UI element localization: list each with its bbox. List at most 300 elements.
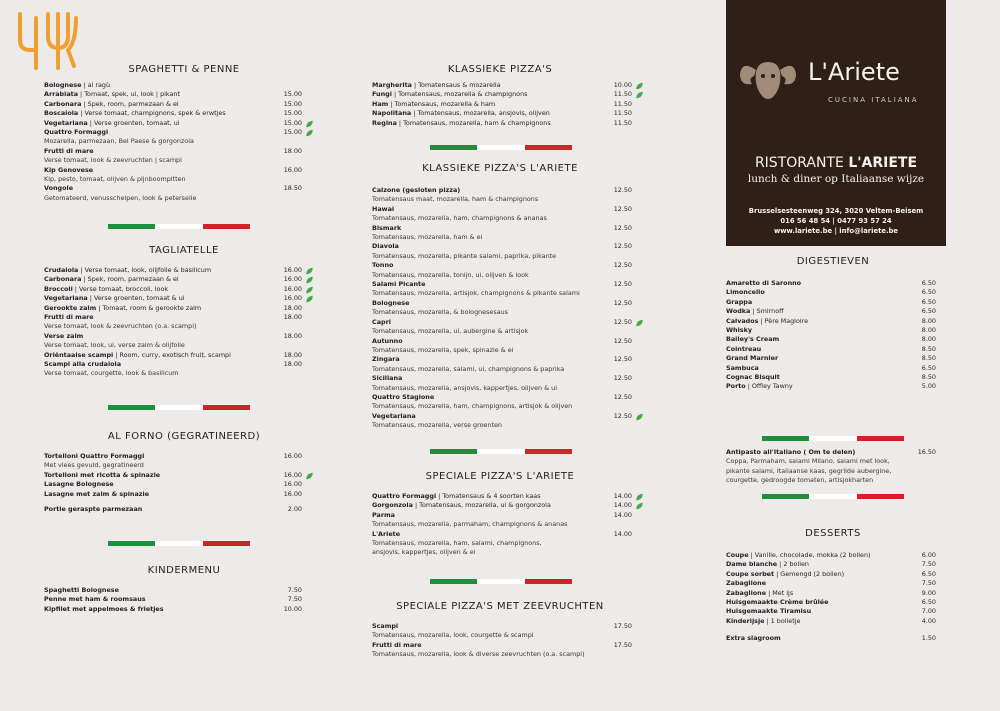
item-name: Siciliana <box>372 374 403 383</box>
item-name: Carbonara <box>44 275 82 284</box>
menu-item <box>44 480 314 489</box>
item-name: Verse zalm <box>44 331 84 340</box>
item-description: | Verse tomaat, champignons, spek & erwtjes <box>78 109 226 118</box>
menu-item <box>372 100 644 109</box>
item-price: 16.00 <box>283 470 302 479</box>
vegetarian-leaf-icon <box>305 472 314 480</box>
item-description: | Tomatensaus, mozarella & champignons <box>391 90 528 99</box>
item-price: 12.50 <box>613 298 632 307</box>
item-name: Bailey's Cream <box>726 335 780 344</box>
menu-item <box>372 622 644 631</box>
item-name: Porto <box>726 382 746 391</box>
menu-item <box>726 598 936 607</box>
menu-item <box>372 374 644 383</box>
item-description: Tomatensaus, mozarella, ansjovis, kappertjes, olijven & ui <box>372 383 557 392</box>
item-name: Autunno <box>372 336 403 345</box>
vegetarian-leaf-icon <box>305 276 314 284</box>
item-description: Verse tomaat, look, ui, verse zalm & olijfolie <box>44 341 185 350</box>
section-title-digestieven: DIGESTIEVEN <box>796 256 870 267</box>
column-zeevruchten <box>372 601 644 660</box>
desserts-list <box>726 551 936 626</box>
item-price: 14.00 <box>613 492 632 500</box>
item-description: Tomatensaus, mozarella, ham, champignons & ananas <box>372 214 547 223</box>
item-price: 12.50 <box>613 392 632 401</box>
item-name: Scampi <box>372 622 399 630</box>
item-name: Capri <box>372 317 391 326</box>
item-name: Zingara <box>372 355 400 364</box>
section-title-spaghetti: SPAGHETTI & PENNE <box>128 64 240 75</box>
item-price: 18.50 <box>283 184 302 193</box>
item-price: 12.50 <box>613 204 632 213</box>
item-description: | Spek, room, parmezaan & ei <box>81 275 179 284</box>
menu-item <box>372 261 644 270</box>
flag-divider <box>430 145 572 150</box>
item-description: | Spek, room, parmezaan & ei <box>81 99 179 108</box>
item-name: Extra slagroom <box>726 634 781 643</box>
menu-item <box>726 354 936 363</box>
flag-divider <box>108 224 250 229</box>
column-speciale <box>372 471 644 558</box>
flag-divider <box>108 405 250 410</box>
item-description: | Tomatensaus & 4 soorten kaas <box>436 492 541 500</box>
item-name: Arrabiata <box>44 90 79 99</box>
item-price: 15.00 <box>283 90 302 99</box>
phone-numbers: 016 56 48 54 | 0477 93 57 24 <box>780 217 892 225</box>
item-name: Cointreau <box>726 344 762 353</box>
menu-item <box>372 412 644 421</box>
flag-divider <box>430 449 572 454</box>
alforno-list <box>44 452 314 499</box>
menu-item <box>372 205 644 214</box>
vegetarian-leaf-icon <box>305 129 314 137</box>
item-description: | Verse groenten, tomaat & ui <box>87 294 185 303</box>
vegetarian-leaf-icon <box>635 91 644 99</box>
vegetarian-leaf-icon <box>305 267 314 275</box>
item-name: Broccoli <box>44 284 73 293</box>
item-description: | Vanille, chocolade, mokka (2 bollen) <box>748 551 871 559</box>
item-price: 16.00 <box>283 266 302 274</box>
item-description: Tomatensaus, mozarella, ui, aubergine & artisjok <box>372 327 529 336</box>
menu-item <box>726 551 936 560</box>
item-name: Huisgemaakte Crème brûlée <box>726 598 829 607</box>
item-price: 15.00 <box>283 118 302 127</box>
item-description: Tomatensaus, mozarella, spek, spinazie & ei <box>372 345 514 354</box>
item-name: Zabaglione <box>726 579 767 588</box>
item-price: 6.50 <box>921 288 936 297</box>
item-name: Tortelloni met ricotta & spinazie <box>44 470 161 479</box>
zeevruchten-list <box>372 622 644 660</box>
item-description: | Room, curry, exotisch fruit, scampi <box>113 350 231 359</box>
item-description: Verse tomaat, look & zeevruchten | scampi <box>44 156 182 165</box>
item-price: 15.00 <box>283 99 302 108</box>
menu-item <box>44 147 314 156</box>
column-digestieven <box>726 256 936 392</box>
item-name: Frutti di mare <box>44 313 94 322</box>
item-price: 12.50 <box>613 242 632 251</box>
item-price: 6.50 <box>921 598 936 607</box>
item-description: | Offley Tawny <box>745 382 793 391</box>
item-description: | Verse tomaat, broccoli, look <box>72 284 169 293</box>
item-price: 12.50 <box>613 261 632 270</box>
klassieke-lariete-list <box>372 186 644 431</box>
item-description: Tomatensaus, mozarella, parmaham, champignons & ananas <box>372 520 568 529</box>
item-price: 6.50 <box>921 307 936 316</box>
item-name: Lasagne Bolognese <box>44 480 114 489</box>
item-name: Quattro Stagione <box>372 392 435 401</box>
menu-item <box>44 360 314 369</box>
item-name: Quattro Formaggi <box>372 492 437 500</box>
vegetarian-leaf-icon <box>635 82 644 90</box>
menu-item <box>726 345 936 354</box>
item-description: | Smirnoff <box>750 307 784 316</box>
item-price: 6.00 <box>921 551 936 559</box>
menu-item <box>372 530 644 539</box>
flag-divider <box>430 579 572 584</box>
item-description: Getomateerd, venusschelpen, look & peterselie <box>44 193 197 202</box>
menu-item <box>726 317 936 326</box>
menu-item <box>44 285 314 294</box>
item-price: 16.00 <box>283 294 302 303</box>
item-description: | 1 bolletje <box>764 616 801 625</box>
vegetarian-leaf-icon <box>305 295 314 303</box>
address: Brusselsesteenweg 324, 3020 Veltem-Beisem <box>748 207 924 215</box>
menu-item <box>726 364 936 373</box>
brand-subtitle: CUCINA ITALIANA <box>828 96 919 104</box>
menu-item <box>44 100 314 109</box>
item-description: | Tomatensaus, mozarella, ham & champignons <box>396 118 551 127</box>
section-title-tagliatelle: TAGLIATELLE <box>149 245 219 256</box>
item-name: Parma <box>372 510 395 519</box>
item-name: Scampi alla crudaiola <box>44 360 122 369</box>
item-name: Limoncello <box>726 288 765 297</box>
item-price: 12.50 <box>613 374 632 383</box>
menu-item <box>726 279 936 288</box>
item-price: 14.00 <box>613 529 632 538</box>
contact-block <box>726 206 946 236</box>
item-price: 14.00 <box>613 501 632 510</box>
item-description: | Gemengd (2 bollen) <box>774 569 845 578</box>
menu-item <box>372 492 644 501</box>
menu-item <box>44 304 314 313</box>
section-title-speciale: SPECIALE PIZZA'S L'ARIETE <box>425 471 575 482</box>
item-name: Fungi <box>372 90 392 99</box>
item-price: 7.50 <box>921 560 936 569</box>
item-price: 10.00 <box>283 604 302 613</box>
item-name: Salami Picante <box>372 280 426 289</box>
item-description: | Tomatensaus, mozarella, ansjovis, olijven <box>411 109 550 118</box>
klassieke-list <box>372 81 644 128</box>
item-name: Sambuca <box>726 363 759 372</box>
item-description: | Verse groenten, tomaat, ui <box>87 118 180 127</box>
item-price: 7.50 <box>921 579 936 588</box>
item-price: 12.50 <box>613 355 632 364</box>
ristorante-name: L'ARIETE <box>848 155 918 171</box>
item-description: Tomatensaus, mozarella, look & diverse zeevruchten (o.a. scampi) <box>372 650 585 659</box>
menu-item <box>372 186 644 195</box>
item-price: 16.00 <box>283 480 302 489</box>
item-price: 4.00 <box>921 616 936 625</box>
item-price: 8.50 <box>921 373 936 382</box>
vegetarian-leaf-icon <box>305 286 314 294</box>
item-name: Bolognese <box>372 298 410 307</box>
item-price: 8.00 <box>921 335 936 344</box>
item-price: 14.00 <box>613 510 632 519</box>
item-description: | Verse tomaat, look, olijfolie & basilicum <box>78 266 212 274</box>
menu-item <box>372 337 644 346</box>
vegetarian-leaf-icon <box>635 413 644 421</box>
item-name: Ham <box>372 99 389 108</box>
item-name: Kip Genovese <box>44 165 94 174</box>
item-name: Lasagne met zalm & spinazie <box>44 489 150 498</box>
item-name: Calvados <box>726 316 759 325</box>
item-price: 10.00 <box>613 81 632 89</box>
menu-item <box>44 184 314 193</box>
menu-item <box>372 109 644 118</box>
brand-panel <box>726 0 946 246</box>
item-description: Mozarella, parmezaan, Bel Paese & gorgonzola <box>44 137 194 146</box>
item-description: | 2 bollen <box>777 560 809 569</box>
item-description: pikante salami, Italiaanse kaas, gegrilde aubergine, <box>726 466 892 475</box>
menu-item <box>44 294 314 303</box>
menu-item <box>372 511 644 520</box>
menu-item <box>726 382 936 391</box>
section-title-kindermenu: KINDERMENU <box>147 565 221 576</box>
item-description: Coppa, Parmaham, salami Milano, salami met look, <box>726 457 890 466</box>
item-price: 6.50 <box>921 363 936 372</box>
item-price: 11.50 <box>613 109 632 118</box>
ristorante-heading <box>726 155 946 171</box>
menu-item <box>726 589 936 598</box>
item-name: Napolitana <box>372 109 412 118</box>
item-price: 18.00 <box>283 303 302 312</box>
spaghetti-list <box>44 81 314 203</box>
item-price: 6.50 <box>921 279 936 287</box>
flag-divider <box>762 436 904 441</box>
item-name: Tonno <box>372 261 394 270</box>
item-name: Huisgemaakte Tiramisu <box>726 607 812 616</box>
item-name: Grand Marnier <box>726 354 779 363</box>
item-price: 9.00 <box>921 588 936 597</box>
menu-item <box>44 332 314 341</box>
menu-item <box>372 81 644 90</box>
item-name: Crudaiola <box>44 266 79 274</box>
item-price: 2.00 <box>287 505 302 514</box>
section-title-desserts: DESSERTS <box>805 528 861 539</box>
menu-item <box>372 355 644 364</box>
item-price: 7.50 <box>287 586 302 594</box>
antipasto-block <box>726 448 936 486</box>
item-description: | Tomaat, room & gerookte zalm <box>96 303 202 312</box>
item-description: Met vlees gevuld, gegratineerd <box>44 461 144 470</box>
item-description: | Tomaat, spek, ui, look | pikant <box>78 90 180 99</box>
menu-item <box>44 266 314 275</box>
item-description: | Tomatensaus, mozarella, ui & gorgonzola <box>412 501 551 510</box>
vegetarian-leaf-icon <box>635 319 644 327</box>
menu-item <box>726 373 936 382</box>
menu-item <box>372 318 644 327</box>
item-name: Frutti di mare <box>372 640 422 649</box>
section-title-zeevruchten: SPECIALE PIZZA'S MET ZEEVRUCHTEN <box>396 601 604 612</box>
restaurant-logo-icon <box>14 10 84 72</box>
menu-item <box>726 448 936 457</box>
menu-item <box>372 299 644 308</box>
item-description: Kip, pesto, tomaat, olijven & pijnboompitten <box>44 175 186 184</box>
item-price: 12.50 <box>613 186 632 194</box>
item-description: Tomatensaus, mozarella, salami, ui, champignons & paprika <box>372 364 565 373</box>
item-price: 18.00 <box>283 313 302 322</box>
menu-item <box>726 335 936 344</box>
menu-item <box>726 560 936 569</box>
menu-item <box>44 595 314 604</box>
item-description: Tomatensaus, mozarella, tonijn, ui, olijven & look <box>372 270 529 279</box>
item-name: Calzone (gesloten pizza) <box>372 186 461 194</box>
menu-item <box>726 307 936 316</box>
item-price: 11.50 <box>613 99 632 108</box>
item-price: 16.00 <box>283 165 302 174</box>
menu-item <box>44 505 314 514</box>
column-pizza <box>372 64 644 128</box>
item-name: Frutti di mare <box>44 146 94 155</box>
menu-item <box>726 607 936 616</box>
menu-item <box>726 634 936 643</box>
item-name: Coupe <box>726 551 749 559</box>
item-description: | Tomatensaus & mozarella <box>412 81 501 89</box>
item-description: Tomatensaus, mozarella, & bolognesesaus <box>372 308 508 317</box>
item-description: Tomatensaus, mozarella, artisjok, champignons & pikante salami <box>372 289 580 298</box>
item-price: 18.00 <box>283 331 302 340</box>
item-price: 16.00 <box>283 275 302 284</box>
item-description: ansjovis, kappertjes, olijven & ei <box>372 548 476 557</box>
item-name: Amaretto di Saronno <box>726 279 802 287</box>
item-price: 11.50 <box>613 90 632 99</box>
menu-item <box>44 275 314 284</box>
web-email: www.lariete.be | info@lariete.be <box>773 227 899 235</box>
flag-divider <box>762 494 904 499</box>
column-pasta <box>44 64 314 203</box>
item-name: Kinderijsje <box>726 616 765 625</box>
item-name: Quattro Formaggi <box>44 128 109 137</box>
item-name: Dame blanche <box>726 560 778 569</box>
menu-item <box>44 351 314 360</box>
item-price: 8.00 <box>921 326 936 335</box>
item-name: Coupe sorbet <box>726 569 775 578</box>
item-name: Gerookte zalm <box>44 303 97 312</box>
item-name: Vegetariana <box>44 118 88 127</box>
item-description: Tomatensaus, mozarella, ham, salami, champignons, <box>372 539 542 548</box>
item-name: Margherita <box>372 81 412 89</box>
item-price: 12.50 <box>613 411 632 420</box>
item-price: 7.00 <box>921 607 936 616</box>
item-price: 17.50 <box>613 640 632 649</box>
menu-item <box>44 90 314 99</box>
item-description: | Met ijs <box>766 588 794 597</box>
item-description: | Père Magloire <box>758 316 809 325</box>
item-name: Wodka <box>726 307 751 316</box>
item-name: Bolognese <box>44 81 82 89</box>
menu-item <box>372 641 644 650</box>
flag-divider <box>108 541 250 546</box>
item-name: Oriëntaalse scampi <box>44 350 114 359</box>
menu-item <box>372 242 644 251</box>
item-name: Diavola <box>372 242 399 251</box>
item-price: 16.00 <box>283 452 302 460</box>
item-name: Cognac Bisquit <box>726 373 780 382</box>
item-price: 18.00 <box>283 350 302 359</box>
item-description: Tomatensaus, mozarella, verse groenten <box>372 421 502 430</box>
item-description: Verse tomaat, courgette, look & basilicum <box>44 369 179 378</box>
item-price: 16.00 <box>283 284 302 293</box>
menu-item <box>44 586 314 595</box>
menu-item <box>372 393 644 402</box>
vegetarian-leaf-icon <box>635 502 644 510</box>
item-price: 16.00 <box>283 489 302 498</box>
menu-item <box>372 119 644 128</box>
section-title-alforno: AL FORNO (GEGRATINEERD) <box>107 431 261 442</box>
item-price: 12.50 <box>613 336 632 345</box>
item-price: 8.00 <box>921 316 936 325</box>
vegetarian-leaf-icon <box>305 120 314 128</box>
item-name: Whisky <box>726 326 753 335</box>
section-title-klassieke: KLASSIEKE PIZZA'S <box>447 64 553 75</box>
item-name: Vegetariana <box>44 294 88 303</box>
item-name: Hawai <box>372 204 395 213</box>
item-name: Regina <box>372 118 397 127</box>
item-name: L'Ariete <box>372 529 401 538</box>
item-price: 18.00 <box>283 360 302 369</box>
menu-item <box>44 605 314 614</box>
item-name: Boscaiola <box>44 109 79 118</box>
item-price: 12.50 <box>613 280 632 289</box>
menu-item <box>44 119 314 128</box>
menu-item <box>726 288 936 297</box>
item-description: Tomatensaus maat, mozarella, ham & champignons <box>372 195 539 204</box>
item-price: 1.50 <box>921 634 936 643</box>
speciale-list <box>372 492 644 558</box>
item-description: courgette, gedroogde tomaten, artisjokharten <box>726 476 874 485</box>
item-price: 8.50 <box>921 354 936 363</box>
item-description: Verse tomaat, look & zeevruchten (o.a. scampi) <box>44 322 197 331</box>
menu-item <box>44 128 314 137</box>
menu-item <box>372 280 644 289</box>
item-name: Zabaglione <box>726 588 767 597</box>
item-description: Tomatensaus, mozarella, look, courgette & scampi <box>372 631 534 640</box>
item-price: 7.50 <box>287 595 302 604</box>
menu-item <box>726 326 936 335</box>
tagliatelle-list <box>44 266 314 379</box>
brand-tagline: lunch & diner op Italiaanse wijze <box>747 173 925 185</box>
column-tagliatelle <box>44 245 314 379</box>
item-price: 15.00 <box>283 109 302 118</box>
menu-item <box>372 90 644 99</box>
item-price: 6.50 <box>921 297 936 306</box>
item-name: Gorgonzola <box>372 501 413 510</box>
menu-item <box>372 501 644 510</box>
ram-logo-icon <box>738 56 798 102</box>
item-name: Antipasto all'Italiano ( Om te delen) <box>726 448 856 456</box>
item-name: Penne met ham & roomsaus <box>44 595 146 604</box>
item-description: Tomatensaus, mozarella, ham, champignons, artisjok & olijven <box>372 402 573 411</box>
item-price: 6.50 <box>921 569 936 578</box>
item-price: 8.50 <box>921 344 936 353</box>
menu-item <box>44 81 314 90</box>
column-pizza-lariete <box>372 163 644 431</box>
item-price: 12.50 <box>613 223 632 232</box>
item-name: Carbonara <box>44 99 82 108</box>
item-name: Grappa <box>726 297 753 306</box>
menu-item <box>726 617 936 626</box>
menu-item <box>44 313 314 322</box>
item-name: Vongole <box>44 184 74 193</box>
